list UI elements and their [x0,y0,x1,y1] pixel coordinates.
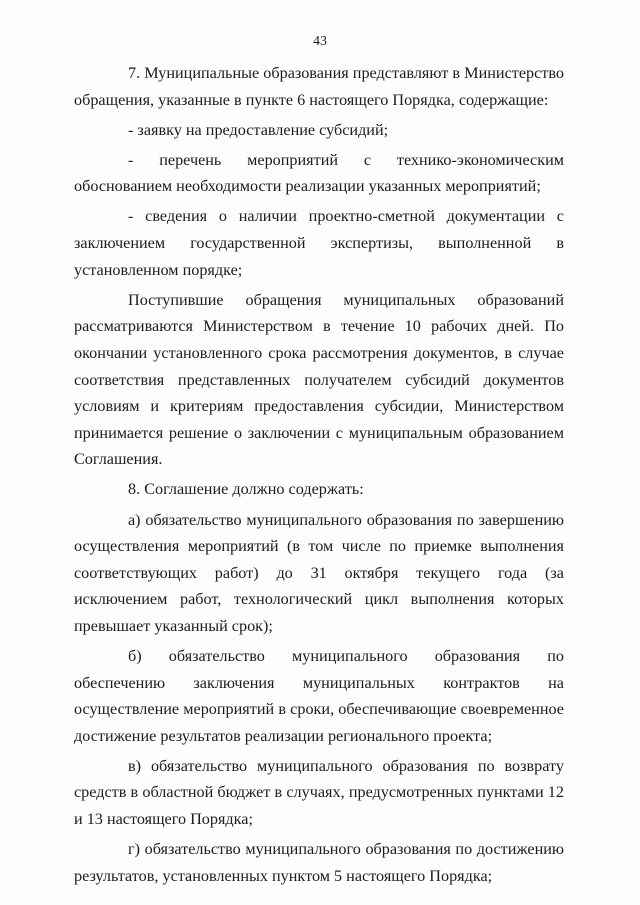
paragraph-obligation-b: б) обязательство муниципального образования по обеспечению заключения муниципальных контрактов на осуществление мероприятий в сроки, обеспечивающие своевременное достижение результатов реализации регионального проекта; [74,646,564,745]
page-number: 43 [313,34,327,49]
document-body [74,60,564,889]
paragraph-application: - заявку на предоставление субсидий; [128,120,389,139]
paragraph-obligation-v: в) обязательство муниципального образования по возврату средств в областной бюджет в случаях, предусмотренных пунктами 12 и 13 настоящего Порядка; [74,756,564,829]
paragraph-review: Поступившие обращения муниципальных образований рассматриваются Министерством в течение 10 рабочих дней. По окончании установленного срока рассмотрения документов, в случае соответствия представленных получателем субсидий документов условиям и критериям предоставления субсидии, Министерством принимается решение о заключении с муниципальным образованием Соглашения. [74,290,564,469]
paragraph-item-8: 8. Соглашение должно содержать: [128,480,364,499]
paragraph-item-7: 7. Муниципальные образования представляют в Министерство обращения, указанные в пункте 6 настоящего Порядка, содержащие: [74,64,564,109]
paragraph-obligation-g: г) обязательство муниципального образования по достижению результатов, установленных пунктом 5 настоящего Порядка; [74,840,564,885]
paragraph-activities-list: - перечень мероприятий с технико-экономическим обоснованием необходимости реализации указанных мероприятий; [74,150,564,196]
paragraph-design-docs: - сведения о наличии проектно-сметной документации с заключением государственной экспертизы, выполненной в установленном порядке; [74,207,564,279]
paragraph-obligation-a: а) обязательство муниципального образования по завершению осуществления мероприятий (в том числе по приемке выполнения соответствующих работ) до 31 октября текущего года (за исключением работ, технологический цикл выполнения которых превышает указанный срок); [74,510,564,635]
